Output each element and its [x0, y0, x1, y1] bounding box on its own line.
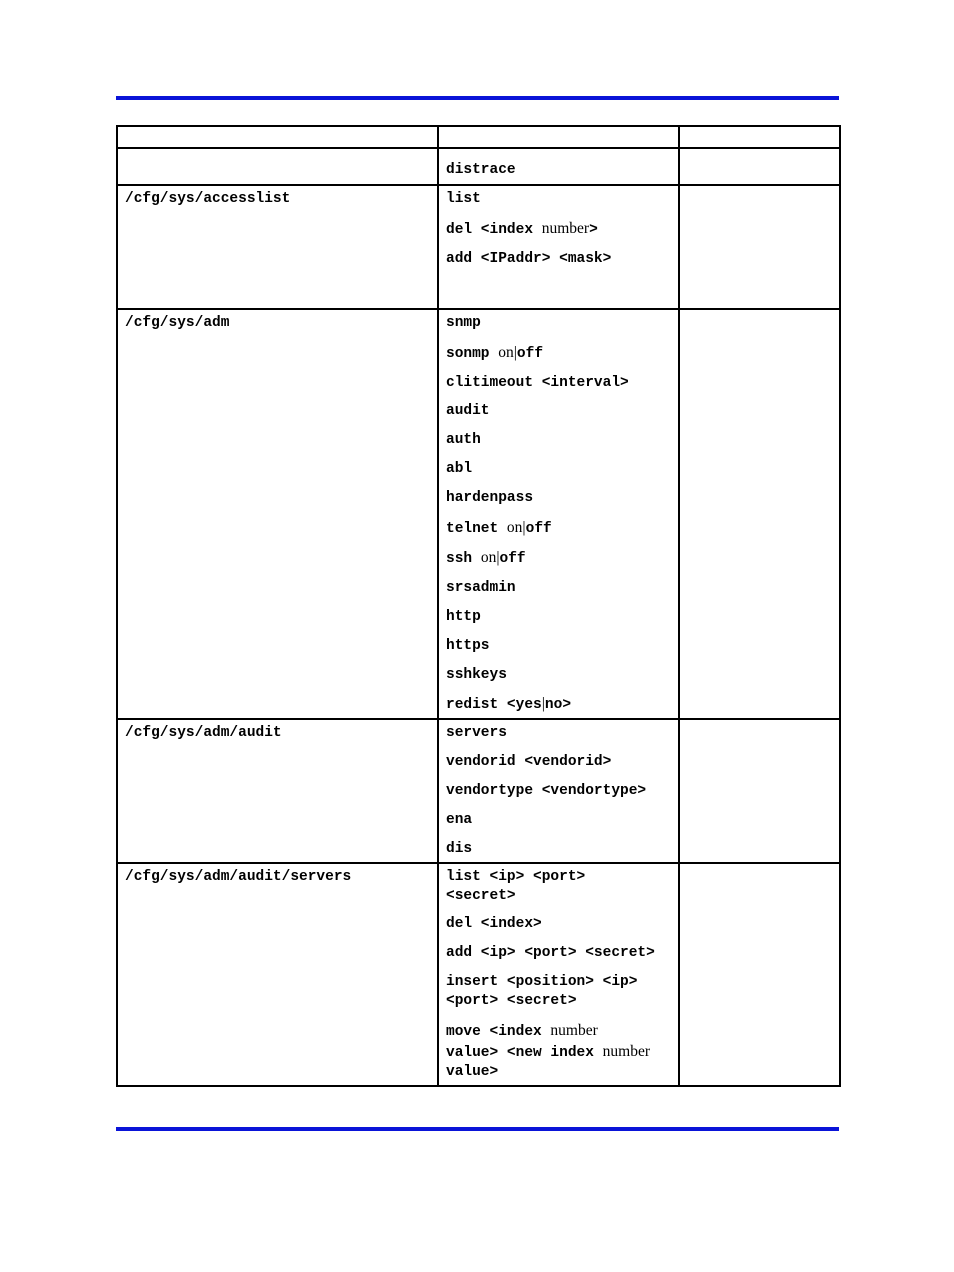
command-line	[446, 1021, 671, 1082]
menu-path-cell: /cfg/sys/adm/audit	[117, 719, 438, 862]
command-line	[446, 190, 671, 209]
command-text: vendorid <vendorid>	[446, 754, 612, 771]
command-text: list	[446, 191, 481, 207]
command-text: ena	[446, 811, 473, 828]
command-line	[446, 944, 671, 963]
command-text: no>	[544, 697, 572, 714]
command-text: del <index	[446, 221, 542, 238]
command-line	[446, 915, 671, 934]
footer-rule	[116, 1127, 839, 1131]
command-cell	[438, 863, 679, 1086]
command-text: ssh	[446, 551, 481, 568]
command-line	[446, 868, 671, 906]
command-table-body	[117, 126, 840, 1086]
notes-cell	[679, 309, 840, 719]
command-line	[446, 694, 671, 715]
command-text: vendortype <vendortype>	[446, 782, 647, 799]
command-text: servers	[446, 725, 507, 742]
command-line	[446, 811, 671, 830]
command-line	[446, 840, 671, 859]
notes-cell	[679, 863, 840, 1086]
command-line	[446, 518, 671, 539]
command-text: abl	[446, 460, 473, 477]
header-rule	[116, 96, 839, 100]
menu-path-cell: /cfg/sys/adm/audit/servers	[117, 863, 438, 1086]
command-text: clitimeout <interval>	[446, 374, 629, 391]
command-text: snmp	[446, 315, 481, 331]
command-text: distrace	[446, 162, 516, 178]
command-text: https	[446, 637, 490, 654]
table-row	[117, 148, 840, 185]
command-line	[446, 973, 671, 1011]
command-text: |	[522, 518, 526, 536]
command-text: hardenpass	[446, 489, 534, 506]
command-cell	[438, 309, 679, 719]
command-line	[446, 753, 671, 772]
command-line	[446, 579, 671, 598]
command-line	[446, 402, 671, 421]
command-text: value>	[446, 1063, 499, 1080]
command-line	[446, 460, 671, 479]
command-text: audit	[446, 403, 490, 420]
command-text: off	[516, 345, 544, 362]
command-text: sshkeys	[446, 666, 507, 683]
menu-path-cell: /cfg/sys/accesslist	[117, 185, 438, 309]
command-text: telnet	[446, 520, 507, 537]
command-text: http	[446, 608, 481, 625]
command-text: number	[602, 1042, 650, 1060]
command-line	[446, 431, 671, 450]
table-row	[117, 309, 840, 719]
command-text: on	[480, 549, 497, 567]
command-line	[446, 343, 671, 364]
notes-cell	[679, 148, 840, 185]
command-text: srsadmin	[446, 580, 516, 597]
header-cell-notes	[679, 126, 840, 148]
command-text: list <ip> <port> <secret>	[446, 868, 586, 904]
table-header-row	[117, 126, 840, 148]
notes-cell	[679, 185, 840, 309]
command-text: add <ip> <port> <secret>	[446, 945, 655, 962]
command-line	[446, 637, 671, 656]
command-line	[446, 608, 671, 627]
command-line	[446, 666, 671, 685]
command-cell	[438, 148, 679, 185]
table-row	[117, 719, 840, 862]
command-line	[446, 489, 671, 508]
menu-path-cell: /cfg/sys/adm	[117, 309, 438, 719]
command-text: redist <yes	[446, 697, 542, 714]
command-line	[446, 548, 671, 569]
table-row	[117, 185, 840, 309]
command-text: number	[541, 219, 590, 237]
command-text: on	[498, 343, 514, 361]
command-line	[446, 314, 671, 333]
header-cell-menu	[117, 126, 438, 148]
notes-cell	[679, 719, 840, 862]
command-text: off	[499, 551, 526, 568]
command-line	[446, 161, 671, 180]
command-text: move <index	[446, 1023, 551, 1040]
command-text: add <IPaddr> <mask>	[446, 250, 612, 267]
command-text: on	[506, 518, 523, 536]
command-cell	[438, 719, 679, 862]
command-text: |	[541, 695, 545, 713]
command-text: insert <position> <ip> <port> <secret>	[446, 973, 638, 1009]
command-text: off	[525, 520, 552, 537]
command-text: >	[589, 221, 598, 238]
command-cell	[438, 185, 679, 309]
command-line	[446, 782, 671, 801]
command-text: |	[496, 549, 500, 567]
command-text: value> <new index	[446, 1044, 594, 1061]
command-text: auth	[446, 432, 481, 449]
command-text: dis	[446, 840, 473, 857]
header-cell-command	[438, 126, 679, 148]
command-line	[446, 219, 671, 240]
command-text: |	[513, 343, 517, 361]
command-line	[446, 374, 671, 393]
command-text: del <index>	[446, 916, 542, 933]
command-table	[116, 125, 841, 1087]
command-text: sonmp	[446, 345, 499, 362]
command-line	[446, 250, 671, 269]
command-text: number	[550, 1021, 598, 1039]
command-line	[446, 724, 671, 743]
menu-path-cell	[117, 148, 438, 185]
table-row	[117, 863, 840, 1086]
